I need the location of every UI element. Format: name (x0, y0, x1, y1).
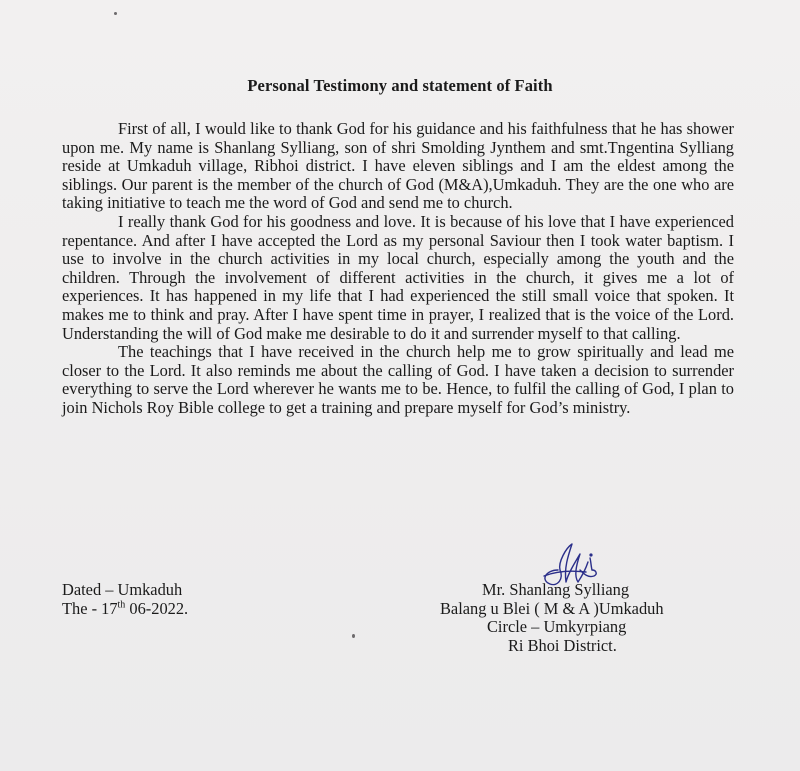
dated-block (62, 581, 188, 618)
paragraph-3: The teachings that I have received in the church help me to grow spiritually and lead me closer to the Lord. It also reminds me about the calling of God. I have taken a decision to surrender everything to serve the Lord wherever he wants me to be. Hence, to fulfil the calling of God, I plan to join Nichols Roy Bible college to get a training and prepare myself for God’s ministry. (62, 342, 734, 417)
paper-speck (114, 12, 117, 15)
signatory-district: Ri Bhoi District. (508, 635, 617, 655)
signatory-name: Mr. Shanlang Sylliang (482, 580, 630, 599)
paragraph-1: First of all, I would like to thank God for his guidance and his faithfulness that he has shower upon me. My name is Shanlang Sylliang, son of shri Smolding Jynthem and smt.Tngentina Sylliang reside at Umkaduh village, Ribhoi district. I have eleven siblings and I am the eldest among the siblings. Our parent is the member of the church of God (M&A),Umkaduh. They are the one who are taking initiative to teach me the word of God and send me to church. (62, 119, 734, 213)
signatory-church: Balang u Blei ( M & A )Umkaduh (440, 598, 664, 618)
date-prefix: The - 17 (62, 598, 118, 618)
dated-place: Dated – Umkaduh (62, 580, 183, 599)
signatory-circle: Circle – Umkyrpiang (487, 617, 627, 637)
date-ordinal: th (117, 599, 126, 611)
paper-speck (352, 634, 355, 638)
document-title: Personal Testimony and statement of Faith (247, 76, 553, 95)
paragraph-2: I really thank God for his goodness and love. It is because of his love that I have experienced repentance. And after I have accepted the Lord as my personal Saviour then I took water baptism. I use to involve in the church activities in my local church, especially among the youth and the children. Through the involvement of different activities in the church, it gives me a lot of experiences. It has happened in my life that I had experienced the still small voice that spoken. It makes me to think and pray. After I have spent time in prayer, I realized that is the voice of the Lord. Understanding the will of God make me desirable to do it and surrender myself to that calling. (62, 211, 734, 343)
signatory-block (440, 581, 670, 655)
dated-date (62, 600, 188, 619)
document-body (62, 120, 734, 418)
date-suffix: 06-2022. (125, 598, 189, 618)
